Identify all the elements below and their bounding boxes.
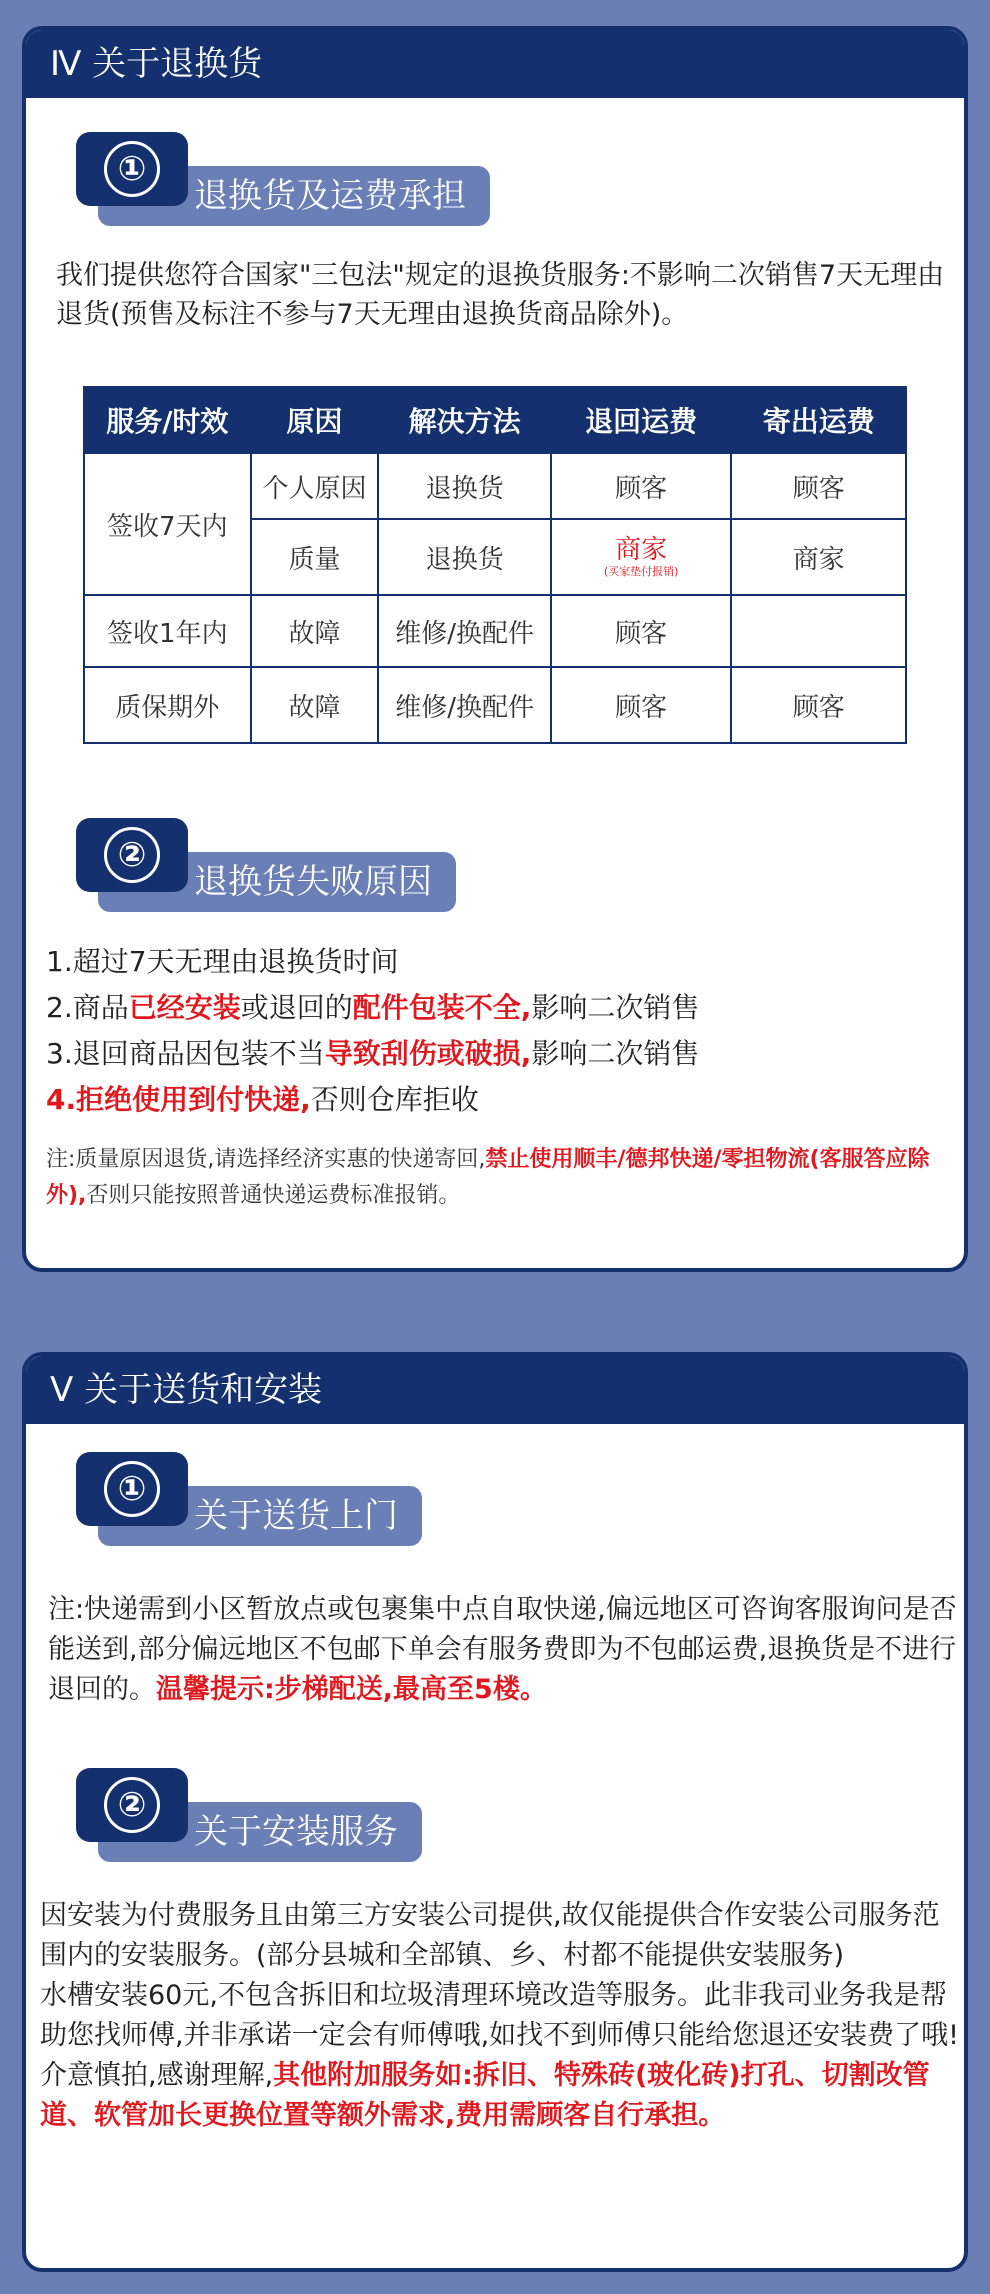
table-cell: 退换货 bbox=[378, 519, 551, 595]
install-paragraph-1: 因安装为付费服务且由第三方安装公司提供,故仅能提供合作安装公司服务范围内的安装服务。(部分县城和全部镇、乡、村都不能提供安装服务) bbox=[40, 1900, 940, 1971]
table-cell bbox=[551, 519, 732, 595]
install-info bbox=[40, 1896, 962, 2136]
table-cell bbox=[731, 595, 906, 667]
install-paragraph-2: 水槽安装60元,不包含拆旧和垃圾清理环境改造等服务。此非我司业务我是帮助您找师傅,并非承诺一定会有师傅哦,如找不到师傅只能给您退还安装费了哦!介意慎拍,感谢理解,其他附加服务如:拆旧、特殊砖(玻化砖)打孔、切割改管道、软管加长更换位置等额外需求,费用需顾客自行承担。 bbox=[40, 1980, 959, 2131]
table-row bbox=[84, 595, 906, 667]
table-header: 原因 bbox=[251, 387, 379, 453]
table-row bbox=[84, 667, 906, 743]
merchant-note: (买家垫付报销) bbox=[603, 565, 679, 578]
table-cell: 顾客 bbox=[551, 595, 732, 667]
table-header: 寄出运费 bbox=[731, 387, 906, 453]
step-label: 退换货及运费承担 bbox=[98, 166, 490, 226]
table-row bbox=[84, 453, 906, 519]
table-cell: 顾客 bbox=[551, 453, 732, 519]
table-cell: 维修/换配件 bbox=[378, 667, 551, 743]
step-label: 关于送货上门 bbox=[98, 1486, 422, 1546]
returns-intro: 我们提供您符合国家"三包法"规定的退换货服务:不影响二次销售7天无理由退货(预售及标注不参与7天无理由退换货商品除外)。 bbox=[56, 260, 945, 330]
table-header: 解决方法 bbox=[378, 387, 551, 453]
table-cell: 退换货 bbox=[378, 453, 551, 519]
number-icon: ① bbox=[104, 141, 160, 197]
merchant-label: 商家 bbox=[615, 535, 668, 565]
table-header: 退回运费 bbox=[551, 387, 732, 453]
number-icon: ② bbox=[104, 1777, 160, 1833]
table-header: 服务/时效 bbox=[84, 387, 251, 453]
number-icon: ② bbox=[104, 827, 160, 883]
returns-card bbox=[22, 26, 968, 1272]
fail-reason-4: 4.拒绝使用到付快递,否则仓库拒收 bbox=[46, 1083, 479, 1116]
table-cell: 质量 bbox=[251, 519, 379, 595]
table-cell: 商家 bbox=[731, 519, 906, 595]
return-note: 注:质量原因退货,请选择经济实惠的快递寄回,禁止使用顺丰/德邦快递/零担物流(客服答应除外),否则只能按照普通快递运费标准报销。 bbox=[46, 1147, 930, 1208]
fail-reason-1: 1.超过7天无理由退换货时间 bbox=[46, 945, 399, 978]
section-title: Ⅴ 关于送货和安装 bbox=[26, 1356, 964, 1424]
number-icon: ① bbox=[104, 1461, 160, 1517]
table-cell: 签收7天内 bbox=[84, 453, 251, 595]
table-header-row bbox=[84, 387, 906, 453]
fail-reason-3: 3.退回商品因包装不当导致刮伤或破损,影响二次销售 bbox=[46, 1037, 700, 1070]
shipping-fee-table bbox=[83, 386, 907, 744]
table-cell: 顾客 bbox=[731, 453, 906, 519]
table-cell: 故障 bbox=[251, 667, 379, 743]
table-cell: 签收1年内 bbox=[84, 595, 251, 667]
table-cell: 质保期外 bbox=[84, 667, 251, 743]
section-title: Ⅳ 关于退换货 bbox=[26, 30, 964, 98]
table-cell: 维修/换配件 bbox=[378, 595, 551, 667]
table-cell: 个人原因 bbox=[251, 453, 379, 519]
table-cell: 故障 bbox=[251, 595, 379, 667]
table-cell: 顾客 bbox=[551, 667, 732, 743]
fail-reason-2: 2.商品已经安装或退回的配件包装不全,影响二次销售 bbox=[46, 991, 700, 1024]
delivery-note: 注:快递需到小区暂放点或包裹集中点自取快递,偏远地区可咨询客服询问是否能送到,部分偏远地区不包邮下单会有服务费即为不包邮运费,退换货是不进行退回的。温馨提示:步梯配送,最高至5楼。 bbox=[48, 1594, 957, 1705]
step-label: 退换货失败原因 bbox=[98, 852, 456, 912]
table-cell: 顾客 bbox=[731, 667, 906, 743]
delivery-card bbox=[22, 1352, 968, 2272]
step-label: 关于安装服务 bbox=[98, 1802, 422, 1862]
